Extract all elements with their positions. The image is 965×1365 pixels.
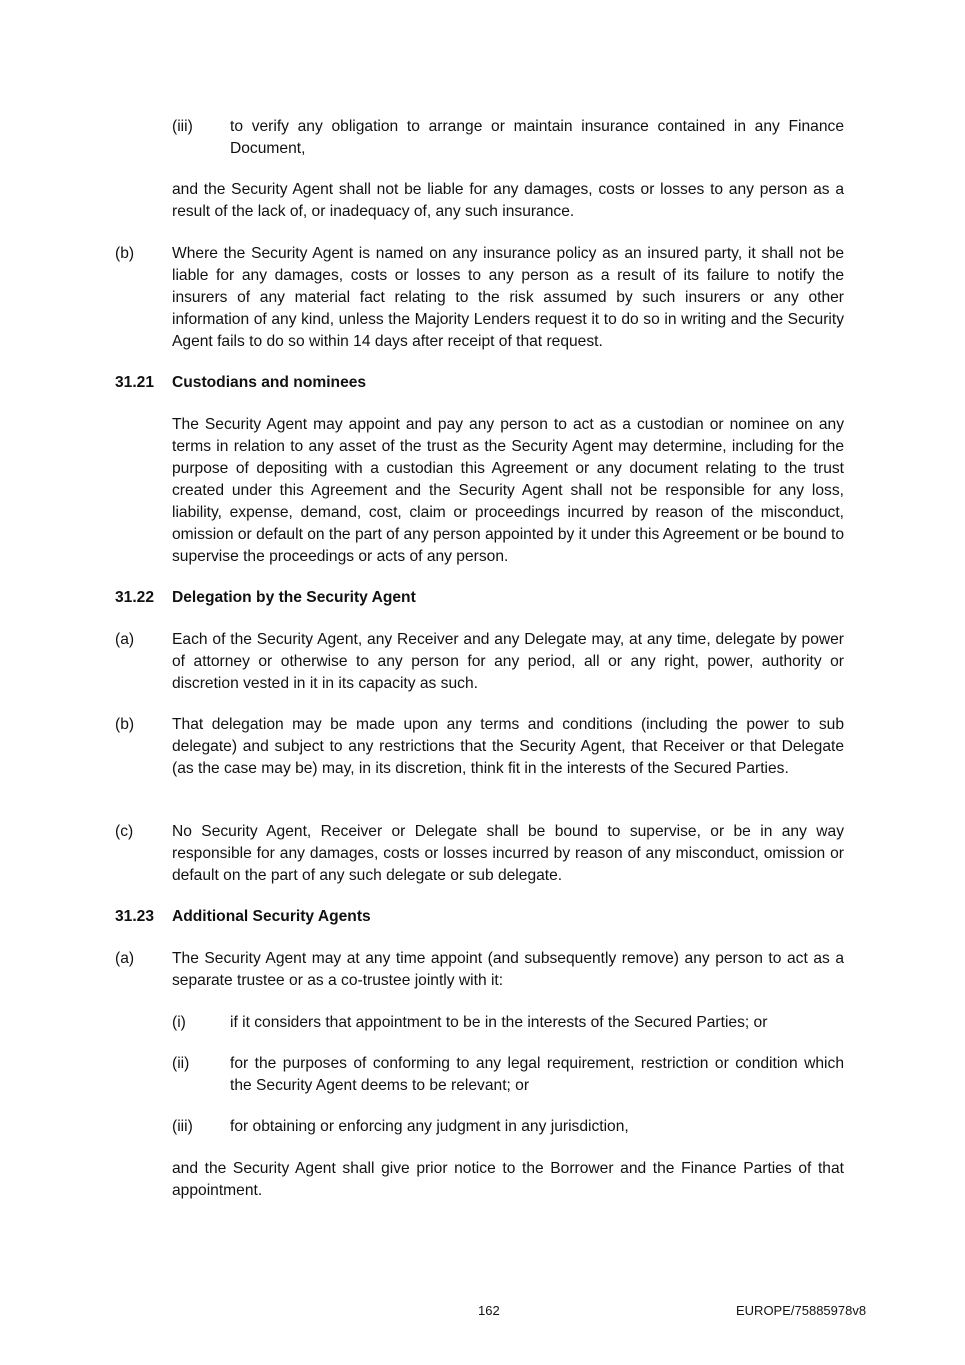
section-heading: Custodians and nominees <box>172 374 367 391</box>
section-number: 31.23 <box>115 908 155 925</box>
clause-text: and the Security Agent shall give prior notice to the Borrower and the Finance Parties of that appointment. <box>172 1160 844 1199</box>
clause-text: Each of the Security Agent, any Receiver and any Delegate may, at any time, delegate by power of attorney or otherwise to any person for any period, all or any right, power, authority or discretion vested in it in its capacity as such. <box>172 631 844 692</box>
clause-text: and the Security Agent shall not be liable for any damages, costs or losses to any person as a result of the lack of, or inadequacy of, any such insurance. <box>172 181 844 220</box>
clause-text: That delegation may be made upon any terms and conditions (including the power to sub delegate) and subject to any restrictions that the Security Agent, that Receiver or that Delegate (as the case may be) may, in its discretion, think fit in the interests of the Secured Parties. <box>172 716 844 777</box>
list-marker: (i) <box>172 1014 186 1031</box>
section-heading: Delegation by the Security Agent <box>172 589 416 606</box>
clause-text: to verify any obligation to arrange or maintain insurance contained in any Finance Document, <box>230 118 844 157</box>
list-marker: (iii) <box>172 118 193 135</box>
list-marker: (a) <box>115 631 135 648</box>
clause-text: Where the Security Agent is named on any insurance policy as an insured party, it shall not be liable for any damages, costs or losses to any person as a result of its failure to notify the insurers of any material fact relating to the risk assumed by such insurers or any other information of any kind, unless the Majority Lenders request it to do so in writing and the Security Agent fails to do so within 14 days after receipt of that request. <box>172 245 844 350</box>
clause-text: The Security Agent may appoint and pay any person to act as a custodian or nominee on any terms in relation to any asset of the trust as the Security Agent may determine, including for the purpose of depositing with a custodian this Agreement or any document relating to the trust created under this Agreement and the Security Agent shall not be responsible for any loss, liability, expense, demand, cost, claim or proceedings incurred by reason of the misconduct, omission or default on the part of any person appointed by it under this Agreement or be bound to supervise the proceedings or acts of any person. <box>172 416 844 565</box>
document-reference: EUROPE/75885978v8 <box>736 1303 867 1318</box>
clause-text: if it considers that appointment to be in the interests of the Secured Parties; or <box>230 1014 768 1031</box>
clause-text: The Security Agent may at any time appoint (and subsequently remove) any person to act as a separate trustee or as a co-trustee jointly with it: <box>172 950 844 989</box>
list-marker: (iii) <box>172 1118 193 1135</box>
clause-text: for obtaining or enforcing any judgment in any jurisdiction, <box>230 1118 629 1135</box>
list-marker: (c) <box>115 823 134 840</box>
list-marker: (b) <box>115 716 135 733</box>
section-number: 31.22 <box>115 589 155 606</box>
section-number: 31.21 <box>115 374 155 391</box>
list-marker: (b) <box>115 245 135 262</box>
section-heading: Additional Security Agents <box>172 908 371 925</box>
page-number: 162 <box>478 1303 500 1318</box>
clause-text: No Security Agent, Receiver or Delegate shall be bound to supervise, or be in any way responsible for any damages, costs or losses incurred by reason of any misconduct, omission or default on the part of any such delegate or sub delegate. <box>172 823 844 884</box>
list-marker: (ii) <box>172 1055 190 1072</box>
list-marker: (a) <box>115 950 135 967</box>
clause-text: for the purposes of conforming to any legal requirement, restriction or condition which the Security Agent deems to be relevant; or <box>230 1055 844 1094</box>
